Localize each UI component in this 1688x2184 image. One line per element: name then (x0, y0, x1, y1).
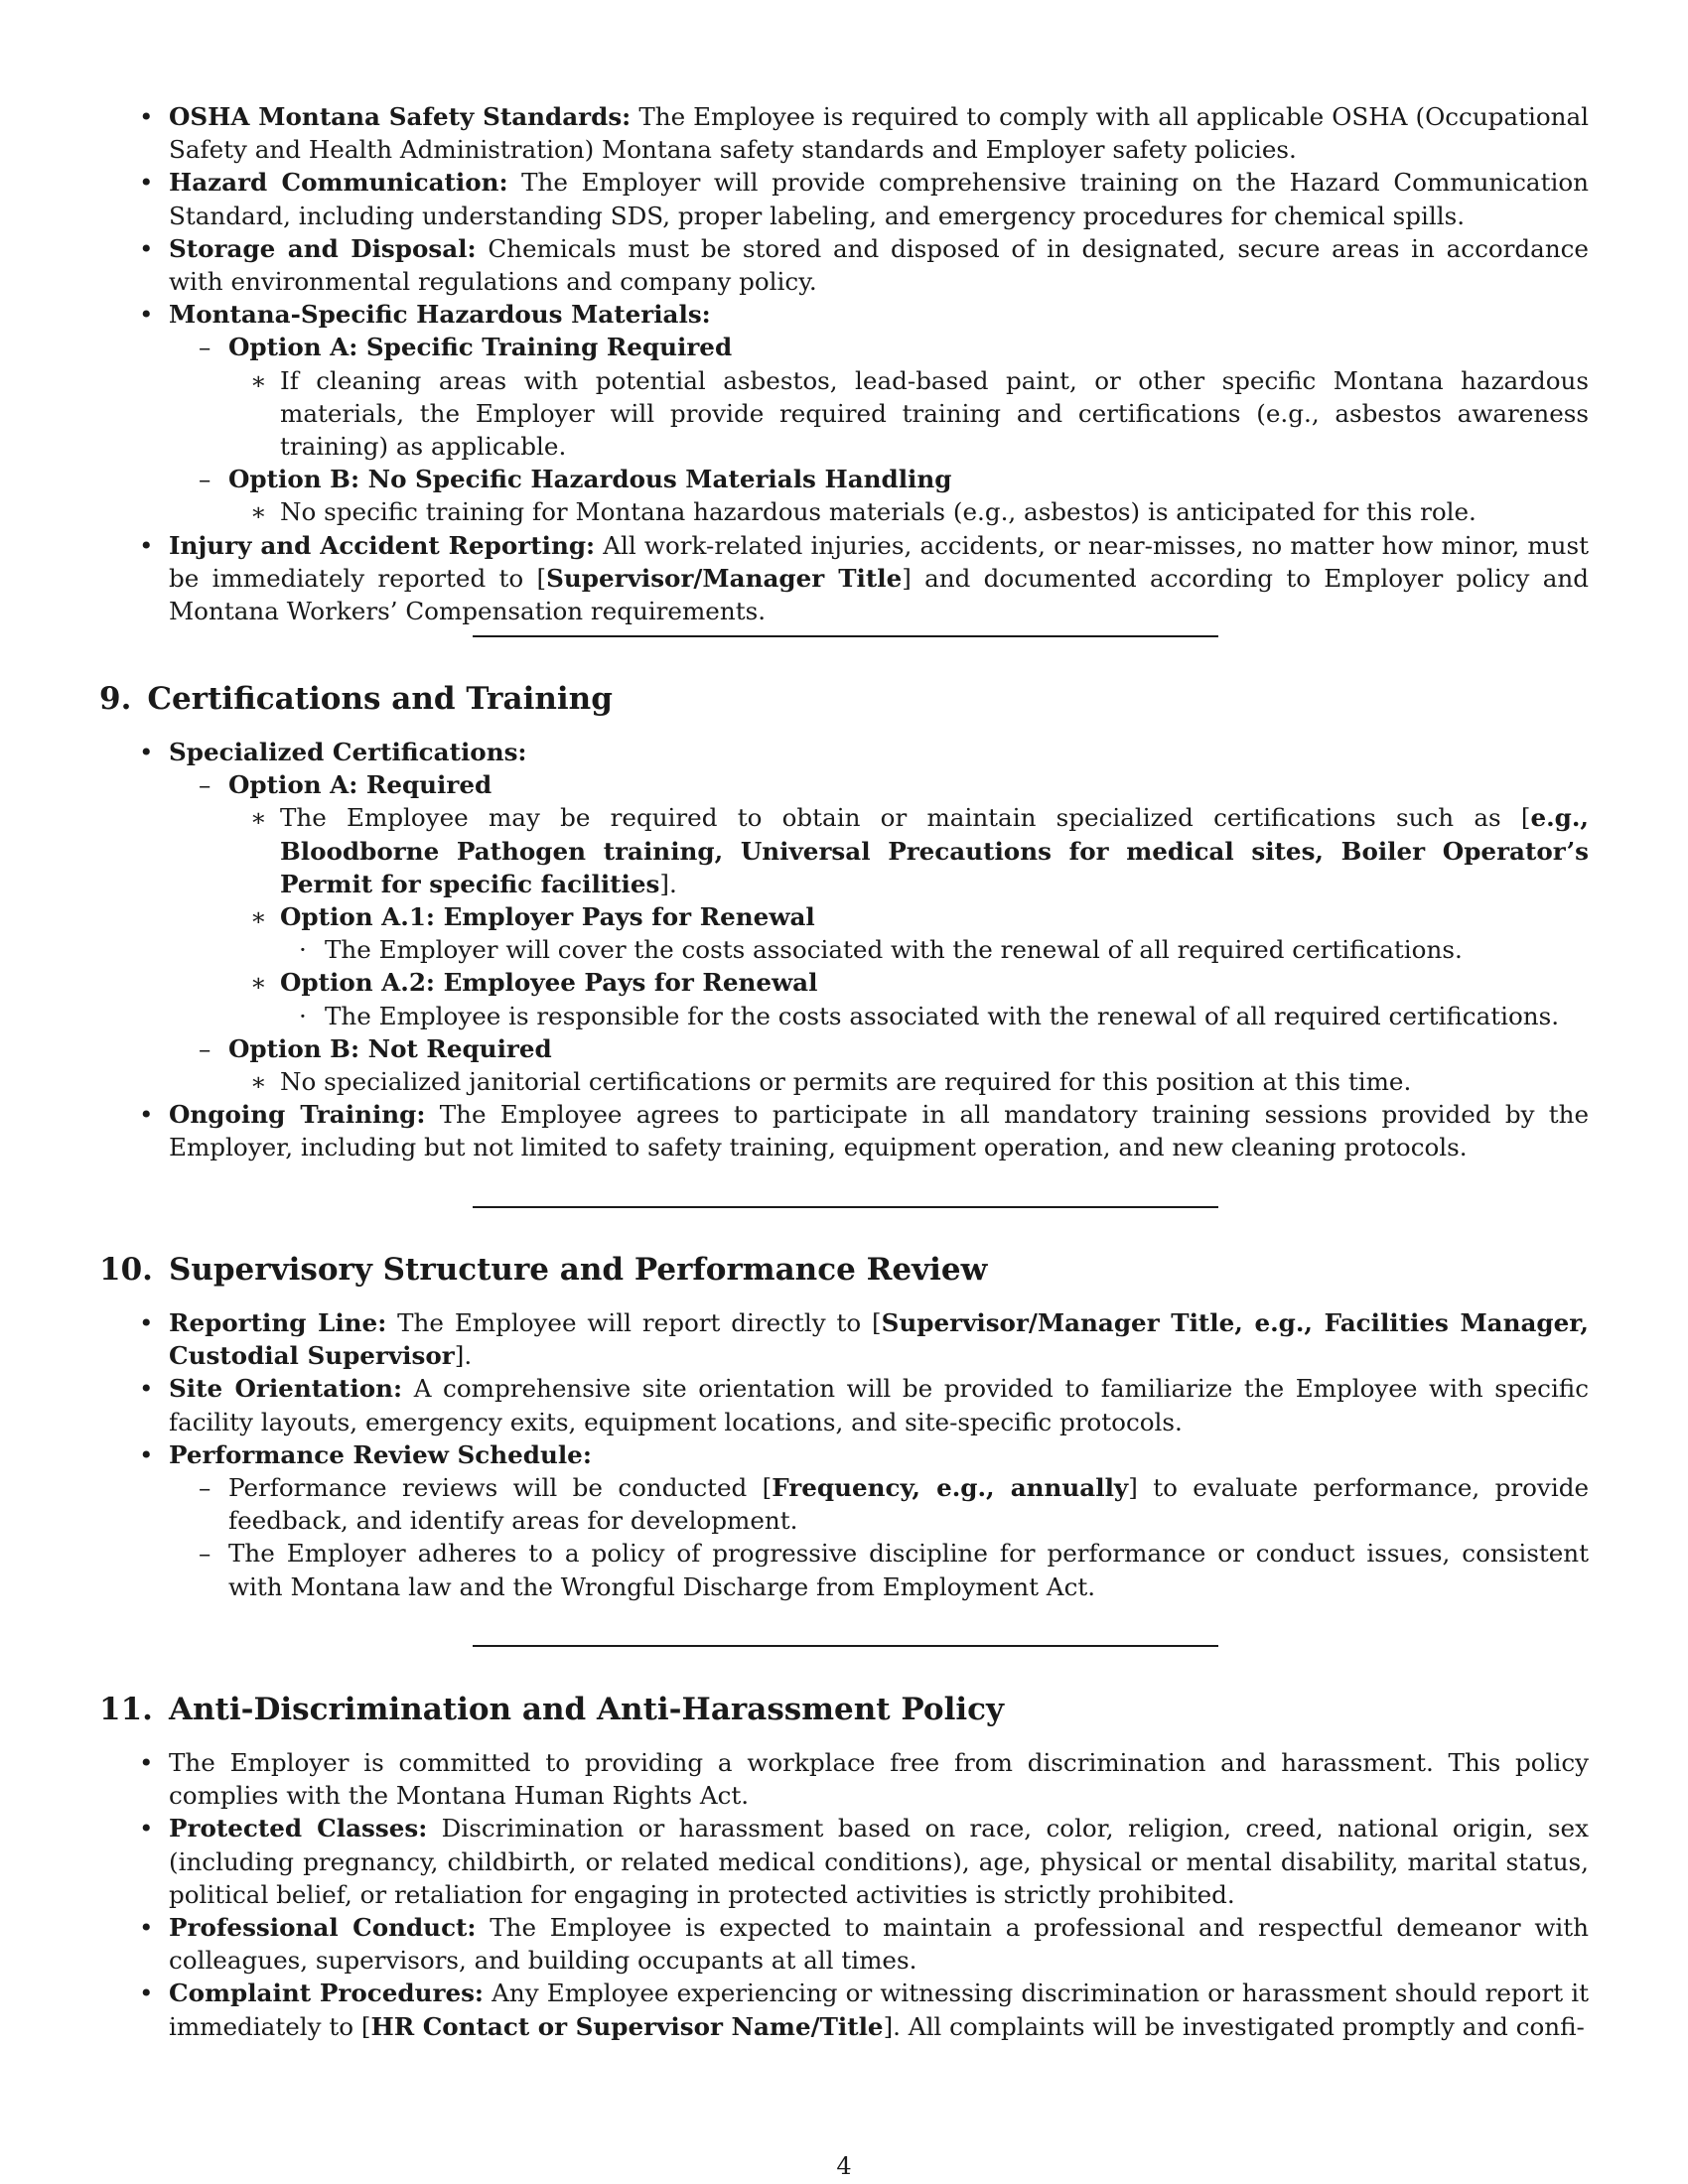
bullet-icon: • (139, 1748, 154, 1777)
option-b-detail (228, 495, 1589, 528)
item-text: Performance reviews will be conducted [ (228, 1473, 773, 1503)
asterisk-icon: ∗ (250, 1067, 267, 1097)
list-item-policy-intro (0, 1746, 1589, 1812)
section-10-heading (99, 1252, 987, 1288)
list-item-protected-classes (0, 1812, 1589, 1911)
item-text: The Employer adheres to a policy of progressive discipline for performance or conduct issues, consistent with Montana law and the Wrongful Discharge from Employment Act. (228, 1539, 1589, 1601)
bullet-icon: • (139, 1308, 154, 1337)
section-9-heading (99, 681, 613, 717)
section-divider (473, 1645, 1218, 1647)
option-text: No specialized janitorial certifications or permits are required for this position at this time. (280, 1067, 1412, 1097)
item-text: ]. (454, 1341, 473, 1371)
option-label: Option A: Required (228, 770, 492, 800)
item-label: Montana-Specific Hazardous Materials: (169, 300, 711, 330)
option-label: Option A: Specific Training Required (228, 333, 733, 362)
bullet-icon: • (139, 1913, 154, 1943)
item-label: Storage and Disposal: (169, 233, 477, 263)
option-text: If cleaning areas with potential asbestos, lead-based paint, or other specific Montana hazardous materials, the Employer will provide required training and certifications (e.g., asbestos awareness training) as applicable. (280, 365, 1589, 462)
asterisk-icon: ∗ (250, 803, 267, 833)
dot-icon: · (299, 935, 307, 965)
option-b-not-required (169, 1032, 1589, 1098)
dash-icon: – (199, 1033, 211, 1063)
placeholder-hr-contact: HR Contact or Supervisor Name/Title (370, 2011, 884, 2041)
option-label: Option A.2: Employee Pays for Renewal (280, 968, 818, 998)
option-a2-employee-pays (228, 966, 1589, 1031)
item-label: Professional Conduct: (169, 1913, 477, 1943)
item-label: Performance Review Schedule: (169, 1439, 592, 1469)
bullet-icon: • (139, 1814, 154, 1843)
page-number: 4 (836, 2152, 852, 2180)
item-text: ] to evaluate performance, provide feedback, and identify areas for development. (228, 1473, 1589, 1536)
option-label: Option B: No Specific Hazardous Materials Handling (228, 465, 952, 494)
option-label: Option B: Not Required (228, 1033, 552, 1063)
asterisk-icon: ∗ (250, 365, 267, 395)
item-text: The Employee is expected to maintain a professional and respectful demeanor with colleagues, supervisors, and building occupants at all times. (169, 1913, 1589, 1976)
option-text: The Employee is responsible for the costs associated with the renewal of all required certifications. (325, 1001, 1560, 1030)
section-title: Anti-Discrimination and Anti-Harassment Policy (168, 1692, 1005, 1727)
item-text: The Employer will provide comprehensive training on the Hazard Communication Standard, including understanding SDS, proper labeling, and emergency procedures for chemical spills. (169, 168, 1589, 230)
list-item-reporting-line (0, 1306, 1589, 1372)
section-title: Certifications and Training (147, 681, 613, 717)
option-a-required (169, 768, 1589, 1032)
option-text: No specific training for Montana hazardous materials (e.g., asbestos) is anticipated for this role. (280, 497, 1477, 527)
list-item-montana-hazardous (0, 298, 1589, 528)
item-label: Site Orientation: (169, 1374, 403, 1404)
option-a1-detail (280, 933, 1589, 966)
item-label: Reporting Line: (169, 1308, 387, 1337)
section-number: 11. (99, 1692, 153, 1727)
option-a1-employer-pays (228, 900, 1589, 966)
item-label: Specialized Certifications: (169, 738, 527, 766)
list-item-hazard-communication (0, 166, 1589, 231)
section-11-list (0, 1746, 1589, 2043)
dash-icon: – (199, 1539, 211, 1569)
item-label: OSHA Montana Safety Standards: (169, 102, 632, 131)
item-label: Hazard Communication: (169, 168, 508, 198)
bullet-icon: • (139, 102, 154, 131)
item-label: Complaint Procedures: (169, 1979, 485, 2008)
section-11-heading (99, 1692, 1004, 1727)
dot-icon: · (299, 1001, 307, 1030)
item-text: The Employee is required to comply with all applicable OSHA (Occupational Safety and Health Administration) Montana safety standards and Employer safety policies. (169, 102, 1589, 165)
dash-icon: – (199, 333, 211, 362)
section-9-list (0, 736, 1589, 1164)
bullet-icon: • (139, 233, 154, 263)
option-label: Option A.1: Employer Pays for Renewal (280, 902, 815, 932)
section-number: 9. (99, 681, 132, 717)
list-item-storage-disposal (0, 232, 1589, 298)
list-item-site-orientation (0, 1372, 1589, 1437)
dash-icon: – (199, 1473, 211, 1503)
placeholder-supervisor-title: Supervisor/Manager Title (546, 563, 903, 593)
item-text: Chemicals must be stored and disposed of in designated, secure areas in accordance with environmental regulations and company policy. (169, 233, 1589, 297)
list-item-injury-reporting (0, 529, 1589, 628)
item-text: The Employee will report directly to [ (397, 1308, 882, 1337)
dash-icon: – (199, 770, 211, 800)
asterisk-icon: ∗ (250, 968, 267, 998)
option-b-detail (228, 1065, 1589, 1098)
item-text: A comprehensive site orientation will be provided to familiarize the Employee with specific facility layouts, emergency exits, equipment locations, and site-specific protocols. (169, 1374, 1589, 1436)
list-item-performance-review (0, 1438, 1589, 1603)
bullet-icon: • (139, 530, 154, 560)
option-a-detail (228, 364, 1589, 464)
placeholder-supervisor: Supervisor/Manager Title, e.g., Facilities Manager, Custodial Supervisor (169, 1308, 1589, 1371)
bullet-icon: • (139, 168, 154, 198)
option-a-detail (228, 801, 1589, 900)
asterisk-icon: ∗ (250, 497, 267, 527)
item-label: Protected Classes: (169, 1814, 428, 1843)
placeholder-frequency: Frequency, e.g., annually (772, 1473, 1129, 1503)
item-text: All work-related injuries, accidents, or near-misses, no matter how minor, must be immediately reported to [ (169, 530, 1589, 593)
option-a2-detail (280, 1000, 1589, 1032)
bullet-icon: • (139, 738, 154, 766)
review-discipline (169, 1537, 1589, 1602)
section-10-list (0, 1306, 1589, 1603)
item-text: Discrimination or harassment based on race, color, religion, creed, national origin, sex (including pregnancy, childbirth, or related medical conditions), age, physical or mental disability, marital status, political belief, or retaliation for engaging in protected activities is strictly prohibited. (169, 1814, 1589, 1909)
bullet-icon: • (139, 1439, 154, 1469)
list-item-osha (0, 100, 1589, 166)
option-text: ]. (659, 869, 677, 898)
option-text: The Employer will cover the costs associated with the renewal of all required certifications. (325, 935, 1463, 965)
bullet-icon: • (139, 300, 154, 330)
bullet-icon: • (139, 1374, 154, 1404)
item-text: The Employee agrees to participate in all mandatory training sessions provided by the Employer, including but not limited to safety training, equipment operation, and new cleaning protocols. (169, 1100, 1589, 1162)
option-a-specific-training (169, 331, 1589, 463)
section-divider (473, 635, 1218, 637)
list-item-ongoing-training (0, 1098, 1589, 1163)
item-text: ]. All complaints will be investigated promptly and confi- (883, 2011, 1585, 2041)
item-label: Ongoing Training: (169, 1100, 426, 1130)
review-frequency (169, 1471, 1589, 1537)
item-text: The Employer is committed to providing a workplace free from discrimination and harassment. This policy complies with the Montana Human Rights Act. (169, 1748, 1589, 1811)
placeholder-certifications: e.g., Bloodborne Pathogen training, Universal Precautions for medical sites, Boiler Operator’s Permit for specific facilities (280, 803, 1589, 898)
option-b-no-hazardous (169, 463, 1589, 528)
list-item-specialized-certifications (0, 736, 1589, 1098)
section-divider (473, 1206, 1218, 1208)
asterisk-icon: ∗ (250, 902, 267, 932)
item-text: Any Employee experiencing or witnessing discrimination or harassment should report it immediately to [ (169, 1979, 1589, 2041)
dash-icon: – (199, 465, 211, 494)
item-text: ] and documented according to Employer policy and Montana Workers’ Compensation requirements. (169, 563, 1590, 626)
section-number: 10. (99, 1252, 153, 1288)
option-text: The Employee may be required to obtain or maintain specialized certifications such as [ (280, 803, 1531, 833)
bullet-icon: • (139, 1979, 154, 2008)
list-item-professional-conduct (0, 1911, 1589, 1977)
bullet-icon: • (139, 1100, 154, 1130)
item-label: Injury and Accident Reporting: (169, 530, 596, 560)
section-title: Supervisory Structure and Performance Review (168, 1252, 988, 1288)
section-8-list (0, 100, 1589, 627)
list-item-complaint-procedures (0, 1977, 1589, 2042)
